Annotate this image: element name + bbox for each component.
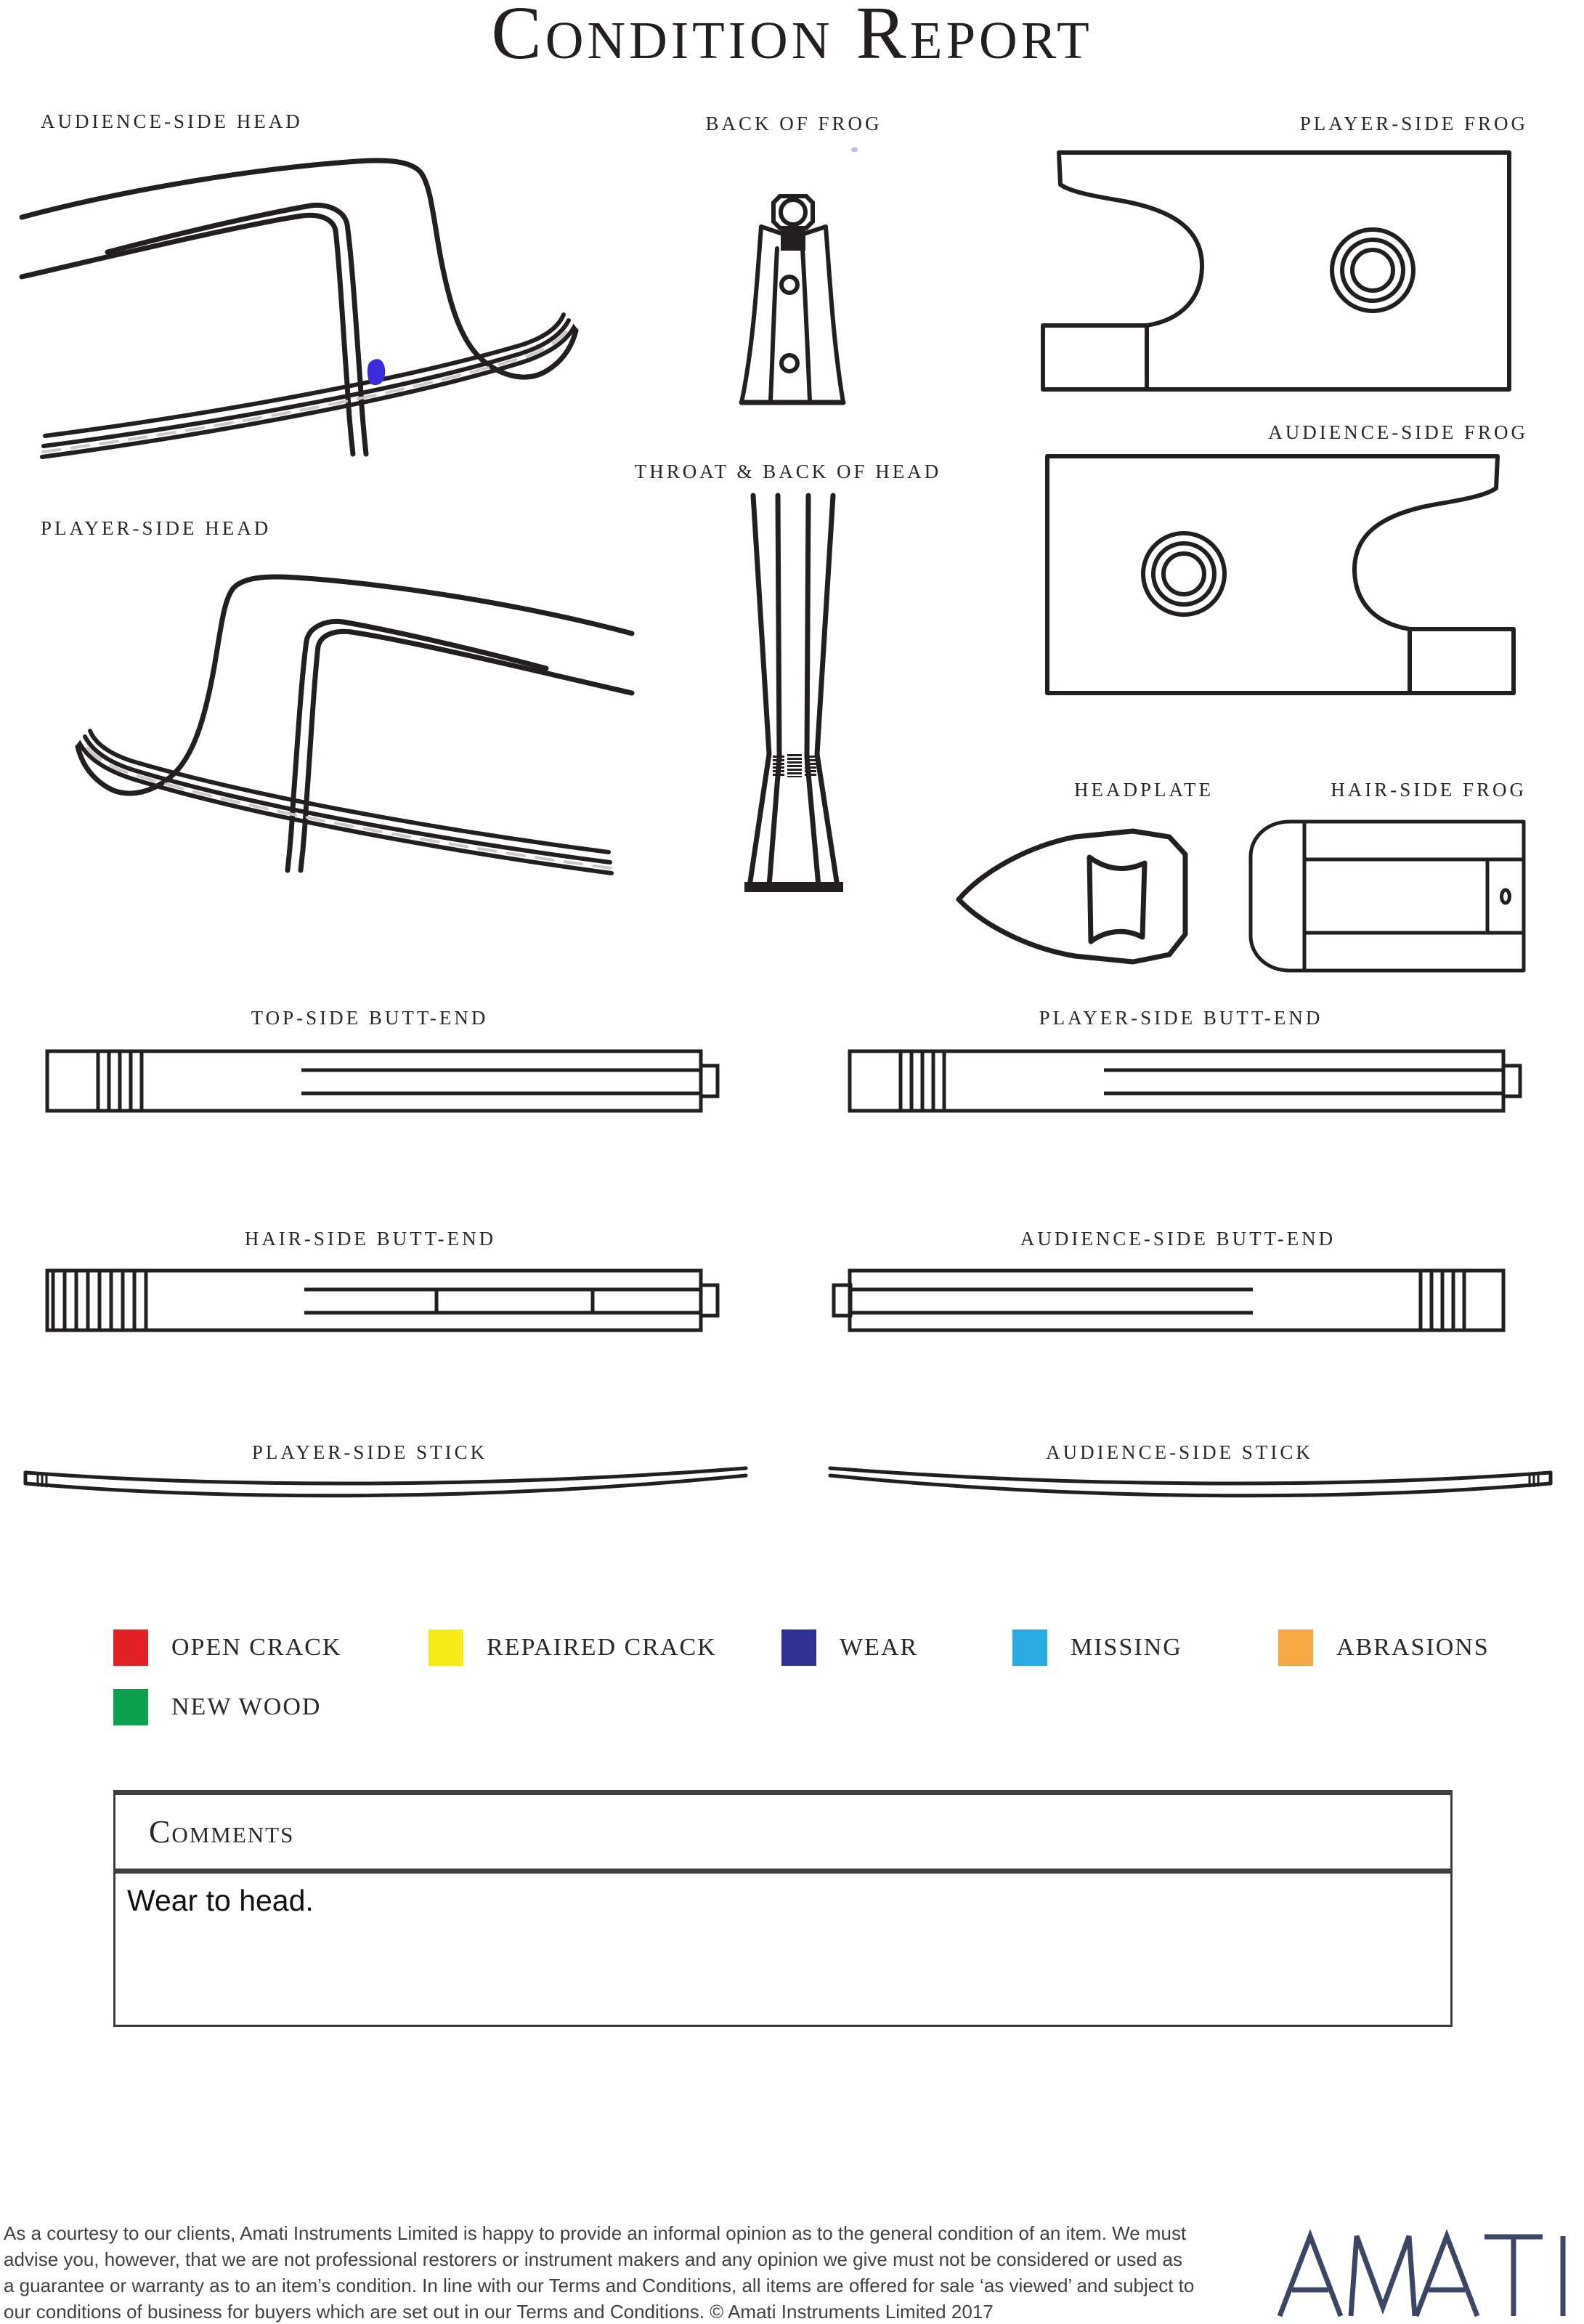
wear-swatch — [781, 1629, 816, 1666]
missing-label: MISSING — [1071, 1634, 1182, 1661]
audience-side-head-diagram — [22, 142, 632, 476]
comments-text: Wear to head. — [127, 1884, 314, 1917]
label-player-side-stick: PLAYER-SIDE STICK — [251, 1441, 488, 1463]
legend-item-new-wood — [113, 1689, 321, 1725]
label-back-of-frog: BACK OF FROG — [705, 113, 882, 134]
comments-header: Comments — [115, 1795, 1450, 1874]
amati-logo — [1272, 2220, 1580, 2322]
audience-side-stick-diagram — [824, 1464, 1558, 1506]
audience-side-frog-diagram — [1027, 453, 1521, 697]
player-side-butt-end-diagram — [828, 1048, 1525, 1114]
wear-label: WEAR — [840, 1634, 919, 1661]
label-player-side-frog: PLAYER-SIDE FROG — [1299, 113, 1528, 134]
disclaimer-line-4: our conditions of business for buyers which are set out in our Terms and Conditions. © Amati Instruments Limited 2017 — [4, 2301, 994, 2323]
disclaimer-text — [4, 2220, 1195, 2324]
player-side-head-diagram — [22, 558, 632, 892]
legend-item-missing — [1012, 1629, 1182, 1666]
repaired-crack-label: REPAIRED CRACK — [487, 1634, 717, 1661]
page-title: Condition Report — [491, 0, 1093, 75]
open-crack-label: OPEN CRACK — [171, 1634, 342, 1661]
legend-item-open-crack — [113, 1629, 341, 1666]
label-player-side-head: PLAYER-SIDE HEAD — [41, 517, 272, 539]
legend-item-wear — [781, 1629, 918, 1666]
label-audience-side-head: AUDIENCE-SIDE HEAD — [41, 110, 303, 132]
label-audience-side-stick: AUDIENCE-SIDE STICK — [1046, 1441, 1313, 1463]
hair-side-butt-end-diagram — [25, 1268, 723, 1333]
headplate-diagram — [951, 812, 1191, 987]
label-audience-side-frog: AUDIENCE-SIDE FROG — [1268, 421, 1528, 443]
hair-side-frog-diagram — [1232, 818, 1530, 974]
player-side-frog-diagram — [1036, 150, 1530, 393]
back-of-frog-diagram — [737, 190, 846, 408]
label-top-side-butt-end: TOP-SIDE BUTT-END — [251, 1007, 489, 1029]
new-wood-swatch — [113, 1689, 148, 1725]
open-crack-swatch — [113, 1629, 148, 1666]
repaired-crack-swatch — [429, 1629, 463, 1666]
legend-item-repaired-crack — [429, 1629, 717, 1666]
audience-side-butt-end-diagram — [828, 1268, 1525, 1333]
top-side-butt-end-diagram — [25, 1048, 723, 1114]
label-throat-back-of-head: THROAT & BACK OF HEAD — [634, 461, 942, 482]
label-headplate: HEADPLATE — [1074, 779, 1214, 801]
abrasions-swatch — [1278, 1629, 1313, 1666]
stray-mark — [851, 147, 858, 152]
disclaimer-line-1: As a courtesy to our clients, Amati Instruments Limited is happy to provide an informal opinion as to the general condition of an item. We must — [4, 2222, 1187, 2244]
abrasions-label: ABRASIONS — [1336, 1634, 1490, 1661]
comments-box — [113, 1790, 1453, 2027]
throat-back-of-head-diagram — [708, 494, 882, 901]
legend-item-abrasions — [1278, 1629, 1490, 1666]
label-hair-side-frog: HAIR-SIDE FROG — [1331, 779, 1527, 801]
label-player-side-butt-end: PLAYER-SIDE BUTT-END — [1039, 1007, 1323, 1029]
label-hair-side-butt-end: HAIR-SIDE BUTT-END — [244, 1228, 497, 1250]
missing-swatch — [1012, 1629, 1047, 1666]
new-wood-label: NEW WOOD — [171, 1693, 322, 1720]
wear-mark — [367, 359, 385, 385]
label-audience-side-butt-end: AUDIENCE-SIDE BUTT-END — [1020, 1228, 1336, 1250]
disclaimer-line-3: a guarantee or warranty as to an item’s condition. In line with our Terms and Conditions, all items are offered for sale ‘as viewed’ and subject to — [4, 2275, 1195, 2296]
player-side-stick-diagram — [18, 1464, 752, 1506]
disclaimer-line-2: advise you, however, that we are not professional restorers or instrument makers and any opinion we give must not be considered or used as — [4, 2248, 1182, 2270]
